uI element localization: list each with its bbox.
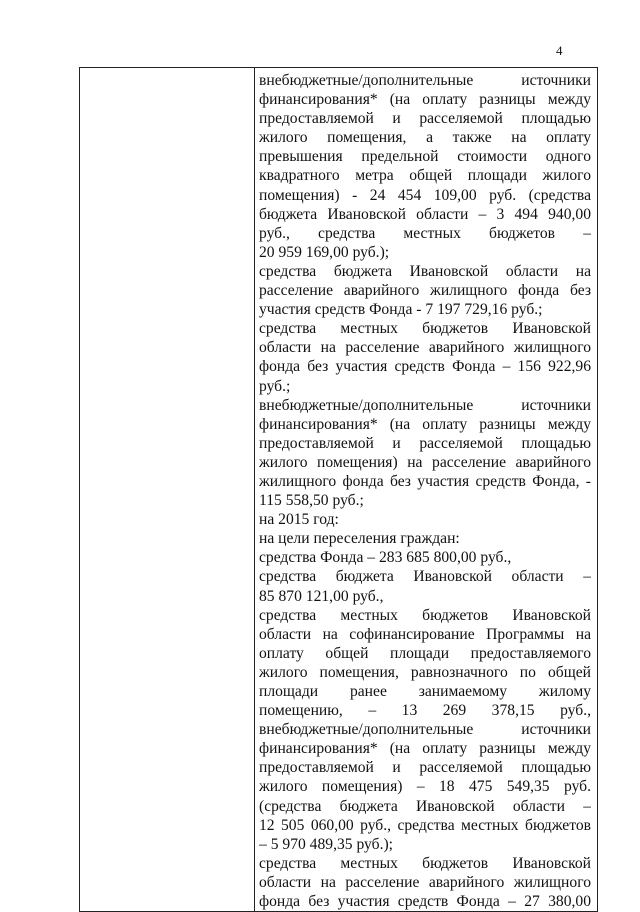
text-line: финансирования* (на оплату разницы между xyxy=(259,415,591,433)
text-line: руб., средства местных бюджетов – xyxy=(259,224,591,242)
text-line: жилого помещения) – 18 475 549,35 руб. xyxy=(259,778,591,796)
text-line: предоставляемой и расселяемой площадью xyxy=(259,434,591,452)
table-left-cell xyxy=(80,68,255,912)
text-line: – 5 970 489,35 руб.); xyxy=(259,835,394,853)
text-line: внебюджетные/дополнительные источники xyxy=(259,72,591,89)
text-line: средства бюджета Ивановской области – xyxy=(259,568,591,586)
text-line: превышения предельной стоимости одного xyxy=(259,148,591,166)
text-line: внебюджетные/дополнительные источники xyxy=(259,396,591,414)
text-line: 20 959 169,00 руб.); xyxy=(259,243,390,261)
text-line: помещению, – 13 269 378,15 руб., xyxy=(259,702,591,720)
text-line: внебюджетные/дополнительные источники xyxy=(259,721,591,739)
text-line: 12 505 060,00 руб., средства местных бюджетов xyxy=(259,816,591,834)
text-line: на 2015 год: xyxy=(259,511,339,529)
text-line: руб.; xyxy=(259,377,291,395)
text-line: предоставляемой и расселяемой площадью xyxy=(259,759,591,777)
text-line: (средства бюджета Ивановской области – xyxy=(259,797,591,815)
text-line: площади ранее занимаемому жилому xyxy=(259,683,591,700)
program-funding-table xyxy=(79,67,598,912)
text-line: бюджета Ивановской области – 3 494 940,00 xyxy=(259,205,591,223)
text-line: средства местных бюджетов Ивановской xyxy=(259,854,591,872)
text-line: области на расселение аварийного жилищного xyxy=(259,873,591,891)
table-row xyxy=(80,68,598,912)
text-line: помещения) - 24 454 109,00 руб. (средства xyxy=(259,186,591,204)
text-line: расселение аварийного жилищного фонда без xyxy=(259,282,591,300)
text-line: жилого помещения, а также на оплату xyxy=(259,129,591,147)
page-number: 4 xyxy=(556,43,563,58)
text-line: жилого помещения) на расселение аварийного xyxy=(259,453,591,471)
text-line: участия средств Фонда - 7 197 729,16 руб.; xyxy=(259,301,543,319)
text-line: предоставляемой и расселяемой площадью xyxy=(259,110,591,128)
text-line: финансирования* (на оплату разницы между xyxy=(259,91,591,109)
text-line: фонда без участия средств Фонда – 156 922,96 xyxy=(259,358,591,376)
text-line: оплату общей площади предоставляемого xyxy=(259,644,591,662)
text-line: жилищного фонда без участия средств Фонда, - xyxy=(259,472,591,490)
text-line: 115 558,50 руб.; xyxy=(259,492,364,510)
text-line: средства Фонда – 283 685 800,00 руб., xyxy=(259,549,512,567)
table-text-cell xyxy=(255,68,598,912)
text-line: на цели переселения граждан: xyxy=(259,530,460,548)
text-line: 85 870 121,00 руб., xyxy=(259,587,384,605)
text-line: области на софинансирование Программы на xyxy=(259,625,591,643)
text-line: области на расселение аварийного жилищного xyxy=(259,339,591,357)
text-line: жилого помещения, равнозначного по общей xyxy=(259,663,591,681)
text-line: средства местных бюджетов Ивановской xyxy=(259,320,591,338)
text-line: средства бюджета Ивановской области на xyxy=(259,262,591,280)
funding-text xyxy=(259,71,591,911)
text-line: квадратного метра общей площади жилого xyxy=(259,167,591,185)
text-line: фонда без участия средств Фонда – 27 380,00 xyxy=(259,893,591,911)
text-line: финансирования* (на оплату разницы между xyxy=(259,740,591,758)
text-line: средства местных бюджетов Ивановской xyxy=(259,606,591,624)
